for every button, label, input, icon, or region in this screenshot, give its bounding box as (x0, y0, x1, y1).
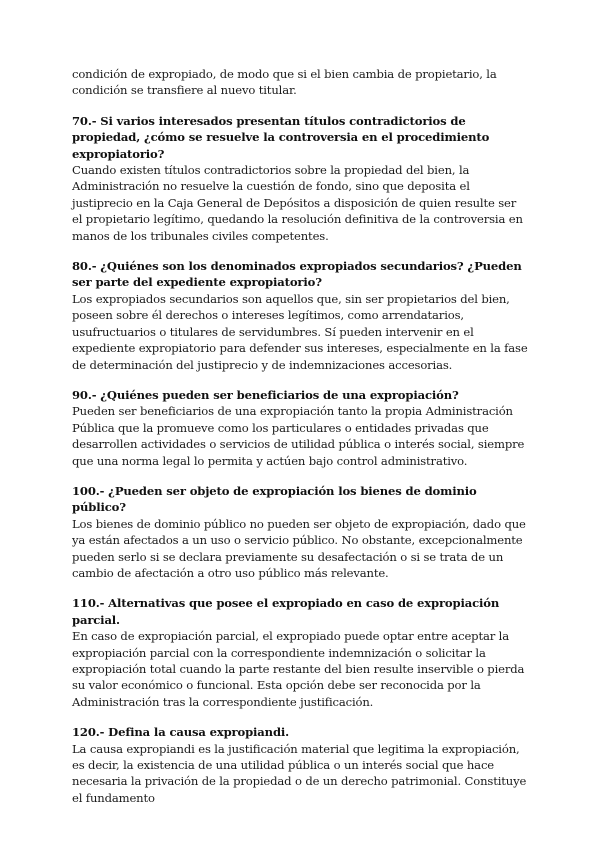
question-heading: 120.- Defina la causa expropiandi. (72, 725, 290, 740)
intro-paragraph: condición de expropiado, de modo que si el bien cambia de propietario, la condición se transfiere al nuevo titular. (72, 67, 497, 98)
section-80 (72, 258, 528, 373)
question-heading: 80.- ¿Quiénes son los denominados expropiados secundarios? ¿Pueden ser parte del expediente expropiatorio? (72, 259, 522, 290)
answer-paragraph: Cuando existen títulos contradictorios sobre la propiedad del bien, la Administración no resuelve la cuestión de fondo, sino que deposita el justiprecio en la Caja General de Depósitos a disposición de quien resulte ser el propietario legítimo, quedando la resolución definitiva de la controversia en manos de los tribunales civiles competentes. (72, 163, 523, 243)
answer-paragraph: La causa expropiandi es la justificación material que legitima la expropiación, es decir, la existencia de una utilidad pública o un interés social que hace necesaria la privación de la propiedad o de un derecho patrimonial. Constituye el fundamento (72, 741, 527, 805)
question-heading: 100.- ¿Pueden ser objeto de expropiación los bienes de dominio público? (72, 483, 477, 515)
answer-paragraph: Los expropiados secundarios son aquellos que, sin ser propietarios del bien, poseen sobre él derechos o intereses legítimos, como arrendatarios, usufructuarios o titulares de servidumbres. Sí pueden intervenir en el expediente expropiatorio para defender sus intereses, especialmente en la fase de determinación del justiprecio y de indemnizaciones accesorias. (72, 291, 528, 372)
section-70 (72, 113, 528, 244)
question-heading: 110.- Alternativas que posee el expropiado en caso de expropiación parcial. (72, 596, 500, 627)
section-90 (72, 387, 528, 469)
answer-paragraph: Los bienes de dominio público no pueden ser objeto de expropiación, dado que ya están afectados a un uso o servicio público. No obstante, excepcionalmente pueden serlo si se declara previamente su desafectación o si se trata de un cambio de afectación a otro uso público más relevante. (72, 516, 526, 580)
document-page (72, 66, 528, 806)
section-100 (72, 483, 528, 581)
section-120 (72, 724, 528, 806)
answer-paragraph: En caso de expropiación parcial, el expropiado puede optar entre aceptar la expropiación parcial con la correspondiente indemnización o solicitar la expropiación total cuando la parte restante del bien resulte inservible o pierda su valor económico o funcional. Esta opción debe ser reconocida por la Administración tras la correspondiente justificación. (72, 629, 525, 709)
section-110 (72, 595, 528, 710)
answer-paragraph: Pueden ser beneficiarios de una expropiación tanto la propia Administración Pública que la promueve como los particulares o entidades privadas que desarrollen actividades o servicios de utilidad pública o interés social, siempre que una norma legal lo permita y actúen bajo control administrativo. (72, 404, 525, 468)
question-heading: 70.- Si varios interesados presentan títulos contradictorios de propiedad, ¿cómo se resuelve la controversia en el procedimiento expropiatorio? (72, 113, 490, 161)
question-heading: 90.- ¿Quiénes pueden ser beneficiarios de una expropiación? (72, 387, 459, 402)
